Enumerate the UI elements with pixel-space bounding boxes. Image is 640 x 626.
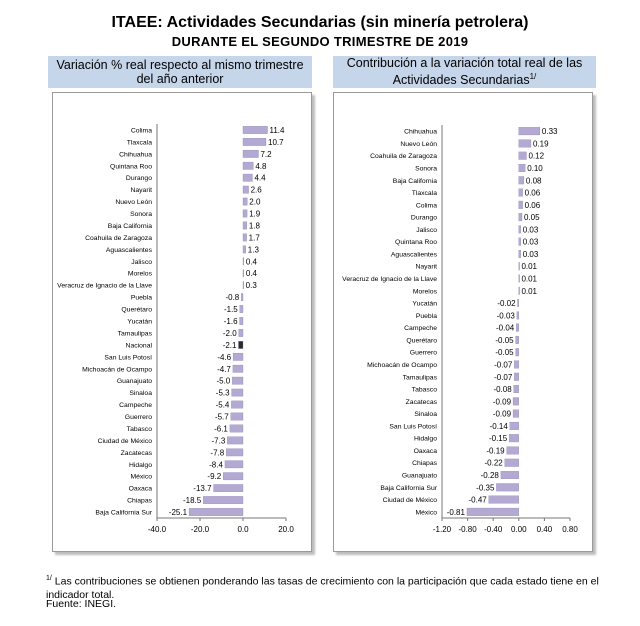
left-x-tick-label: 0.0: [237, 525, 249, 534]
left-category-label: Oaxaca: [128, 485, 152, 493]
left-category-label: Nayarit: [130, 187, 152, 195]
left-category-label: Baja California Sur: [95, 509, 152, 517]
chart-subtitle: DURANTE EL SEGUNDO TRIMESTRE DE 2019: [171, 34, 469, 49]
right-panel-header-label: Contribución a la variación total real de las Actividades Secundarias: [346, 56, 583, 88]
left-bar: [238, 341, 243, 348]
right-bar: [519, 201, 523, 209]
right-bar: [519, 189, 523, 197]
right-bar: [510, 422, 519, 430]
left-bar: [239, 329, 243, 336]
right-category-label: Tlaxcala: [411, 190, 437, 198]
right-category-label: Ciudad de México: [382, 497, 437, 505]
right-bar-chart: [334, 93, 592, 551]
right-bar: [519, 287, 520, 295]
left-category-label: San Luis Potosí: [104, 354, 152, 362]
right-value-label: -0.08: [493, 385, 512, 395]
right-value-label: -0.14: [489, 421, 508, 431]
right-category-label: Yucatán: [412, 300, 437, 308]
left-value-label: -5.7: [214, 412, 229, 422]
right-value-label: -0.05: [495, 335, 514, 345]
right-value-label: 0.06: [524, 188, 541, 198]
left-category-label: Zacatecas: [120, 449, 152, 457]
right-bar: [519, 262, 520, 270]
left-value-label: 4.4: [254, 173, 266, 183]
right-value-label: 0.08: [525, 176, 542, 186]
right-value-label: 0.12: [528, 151, 545, 161]
left-category-label: Chiapas: [127, 497, 152, 505]
right-value-label: -0.28: [480, 471, 499, 481]
right-category-label: Zacatecas: [405, 398, 437, 406]
right-bar: [519, 238, 521, 246]
right-category-label: Colima: [415, 202, 437, 210]
right-panel-header-text: [333, 56, 596, 87]
right-bar: [516, 336, 519, 344]
left-x-tick-label: 20.0: [278, 525, 294, 534]
left-bar: [243, 126, 268, 133]
right-value-label: -0.07: [494, 372, 513, 382]
left-bar: [233, 365, 243, 372]
right-category-label: Querétaro: [406, 337, 437, 345]
left-bar-chart: [53, 93, 311, 551]
right-value-label: -0.04: [496, 323, 515, 333]
left-value-label: -2.0: [222, 328, 237, 338]
right-value-label: -0.05: [495, 348, 514, 358]
left-bar: [230, 425, 243, 432]
right-category-label: Morelos: [412, 288, 437, 296]
left-bar: [243, 162, 253, 169]
right-category-label: Sinaloa: [414, 411, 437, 419]
left-x-tick-label: -40.0: [147, 525, 167, 534]
left-value-label: -6.1: [214, 424, 228, 434]
left-category-label: Jalisco: [131, 258, 152, 266]
right-value-label: 0.03: [522, 225, 539, 235]
left-bar: [231, 401, 243, 408]
right-bar: [518, 299, 519, 307]
right-x-tick-label: 0.80: [562, 525, 578, 534]
footnote-text: Las contribuciones se obtienen ponderando las tasas de crecimiento con la participación que cada estado tiene en el indicador total.: [46, 575, 599, 601]
left-category-label: Tamaulipas: [117, 330, 152, 338]
left-bar: [214, 484, 243, 491]
left-value-label: 10.7: [268, 137, 284, 147]
left-bar: [203, 496, 243, 503]
left-category-label: Guerrero: [124, 414, 152, 422]
left-category-label: Morelos: [127, 270, 152, 278]
right-bar: [514, 373, 518, 381]
right-bar: [519, 176, 524, 184]
left-bar: [243, 270, 244, 277]
right-x-tick-label: 0.40: [536, 525, 553, 534]
right-value-label: 0.01: [521, 274, 538, 284]
right-value-label: 0.03: [522, 249, 539, 259]
right-bar: [514, 361, 518, 369]
right-value-label: -0.07: [494, 360, 513, 370]
right-bar: [489, 496, 519, 504]
left-value-label: -0.8: [225, 293, 240, 303]
left-bar: [240, 305, 243, 312]
right-value-label: -0.02: [497, 299, 516, 309]
footnote: [46, 572, 606, 602]
right-category-label: Oaxaca: [413, 447, 437, 455]
left-category-label: Yucatán: [127, 318, 152, 326]
left-value-label: -4.6: [217, 352, 232, 362]
right-x-tick-label: -1.20: [432, 525, 452, 534]
left-bar: [231, 413, 243, 420]
right-category-label: Durango: [410, 214, 437, 222]
source-note: Fuente: INEGI.: [46, 598, 117, 610]
left-bar: [223, 473, 243, 480]
left-value-label: 4.8: [255, 161, 267, 171]
left-bar: [243, 281, 244, 288]
right-bar: [513, 398, 519, 406]
footnote-marker: 1/: [46, 575, 52, 582]
right-chart-panel: [333, 92, 593, 552]
left-category-label: Quintana Roo: [110, 163, 152, 171]
right-bar: [467, 508, 519, 516]
left-value-label: 1.7: [248, 233, 260, 243]
left-value-label: -9.2: [207, 472, 222, 482]
right-value-label: -0.47: [468, 495, 487, 505]
right-value-label: 0.33: [541, 127, 558, 137]
left-category-label: Veracruz de Ignacio de la Llave: [57, 282, 152, 290]
right-category-label: Sonora: [415, 165, 437, 173]
left-value-label: 2.6: [250, 185, 262, 195]
right-category-label: Coahuila de Zaragoza: [370, 153, 437, 161]
left-bar: [243, 174, 252, 181]
right-value-label: -0.15: [488, 434, 508, 444]
left-panel-header-text: Variación % real respecto al mismo trimestre del año anterior: [56, 58, 304, 86]
right-category-label: Jalisco: [416, 226, 437, 234]
left-category-label: Chihuahua: [119, 151, 152, 159]
right-value-label: 0.19: [532, 139, 549, 149]
right-category-label: Guerrero: [409, 349, 437, 357]
right-x-tick-label: 0.00: [511, 525, 527, 534]
left-category-label: Tabasco: [126, 425, 152, 433]
right-category-label: Baja California: [392, 177, 437, 185]
left-bar: [227, 437, 243, 444]
right-bar: [507, 447, 519, 455]
left-category-label: Puebla: [130, 294, 152, 302]
left-category-label: Sonora: [130, 211, 152, 219]
right-value-label: -0.81: [446, 507, 465, 517]
right-value-label: -0.03: [496, 311, 515, 321]
left-value-label: -5.3: [215, 388, 230, 398]
left-bar: [243, 150, 258, 157]
right-panel-header: [333, 56, 596, 88]
right-category-label: México: [415, 509, 437, 517]
left-bar: [225, 461, 243, 468]
left-value-label: -25.1: [168, 508, 188, 518]
left-bar: [189, 508, 243, 515]
left-bar: [243, 222, 247, 229]
left-chart-panel: [52, 92, 312, 552]
right-x-tick-label: -0.80: [458, 525, 477, 534]
left-category-label: Colima: [130, 127, 152, 135]
left-panel-header: [48, 56, 312, 88]
right-value-label: 0.06: [524, 200, 541, 210]
left-value-label: -5.4: [215, 400, 230, 410]
left-value-label: 0.4: [245, 257, 257, 267]
right-category-label: Nuevo León: [400, 140, 437, 148]
right-value-label: 0.01: [521, 286, 538, 296]
left-value-label: -13.7: [193, 484, 212, 494]
right-x-tick-label: -0.40: [484, 525, 503, 534]
left-category-label: Durango: [125, 175, 152, 183]
left-category-label: Guanajuato: [116, 378, 152, 386]
right-bar: [513, 410, 519, 418]
left-bar: [243, 210, 247, 217]
right-value-label: 0.03: [522, 237, 539, 247]
right-bar: [496, 483, 518, 491]
right-category-label: Tabasco: [411, 386, 437, 394]
right-bar: [516, 324, 519, 332]
chart-title: ITAEE: Actividades Secundarias (sin minería petrolera): [111, 14, 529, 31]
left-value-label: -2.1: [222, 340, 237, 350]
right-value-label: -0.22: [484, 458, 503, 468]
right-bar: [516, 348, 519, 356]
right-value-label: -0.35: [476, 483, 495, 493]
right-bar: [519, 226, 521, 234]
right-value-label: -0.09: [492, 409, 512, 419]
right-bar: [509, 434, 519, 442]
right-value-label: -0.09: [492, 397, 512, 407]
left-category-label: Aguascalientes: [105, 246, 152, 254]
left-bar: [243, 186, 249, 193]
left-bar: [232, 389, 243, 396]
left-bar: [232, 377, 243, 384]
left-x-tick-label: -20.0: [190, 525, 210, 534]
left-value-label: 1.3: [247, 245, 259, 255]
right-category-label: San Luis Potosí: [389, 423, 437, 431]
right-category-label: Veracruz de Ignacio de la Llave: [342, 276, 437, 284]
right-bar: [519, 140, 531, 148]
left-category-label: Sinaloa: [129, 390, 152, 398]
right-category-label: Baja California Sur: [380, 484, 437, 492]
right-category-label: Guanajuato: [401, 472, 437, 480]
left-bar: [241, 293, 243, 300]
right-category-label: Chihuahua: [404, 128, 437, 136]
right-category-label: Campeche: [404, 325, 437, 333]
right-bar: [519, 250, 521, 258]
left-value-label: -18.5: [182, 496, 202, 506]
right-bar: [519, 213, 522, 221]
right-bar: [505, 459, 519, 467]
left-value-label: -7.3: [211, 436, 226, 446]
right-bar: [517, 312, 519, 320]
left-value-label: -1.5: [223, 305, 238, 315]
right-value-label: 0.05: [524, 213, 540, 223]
left-category-label: Michoacán de Ocampo: [82, 366, 152, 374]
right-bar: [501, 471, 519, 479]
left-category-label: Querétaro: [121, 306, 152, 314]
left-category-label: Coahuila de Zaragoza: [85, 234, 152, 242]
left-bar: [243, 234, 247, 241]
right-category-label: Hidalgo: [413, 435, 437, 443]
left-value-label: -8.4: [209, 460, 223, 470]
left-category-label: Campeche: [119, 402, 152, 410]
right-category-label: Tamaulipas: [402, 374, 437, 382]
right-category-label: Chiapas: [412, 460, 437, 468]
left-category-label: Nacional: [125, 342, 152, 350]
left-bar: [243, 198, 247, 205]
right-bar: [519, 275, 520, 283]
left-bar: [243, 258, 244, 265]
left-bar: [226, 449, 243, 456]
left-category-label: Hidalgo: [128, 461, 152, 469]
left-value-label: 11.4: [269, 125, 285, 135]
right-bar: [519, 164, 525, 172]
left-value-label: 1.8: [248, 221, 260, 231]
left-value-label: -7.8: [210, 448, 225, 458]
right-category-label: Nayarit: [415, 263, 437, 271]
right-value-label: 0.01: [521, 262, 538, 272]
left-category-label: Ciudad de México: [97, 437, 152, 445]
left-bar: [243, 246, 246, 253]
right-category-label: Aguascalientes: [390, 251, 437, 259]
right-category-label: Puebla: [415, 312, 437, 320]
left-value-label: -1.6: [223, 317, 238, 326]
left-value-label: 0.3: [245, 281, 257, 291]
left-value-label: 2.0: [249, 197, 261, 207]
left-value-label: 7.2: [260, 149, 272, 159]
left-value-label: -5.0: [216, 376, 231, 386]
right-category-label: Michoacán de Ocampo: [367, 361, 437, 369]
left-category-label: Nuevo León: [115, 199, 152, 207]
right-panel-header-footnote-marker: 1/: [529, 72, 537, 82]
left-bar: [233, 353, 243, 360]
left-value-label: 1.9: [249, 209, 261, 219]
right-bar: [519, 127, 540, 135]
left-category-label: México: [130, 473, 152, 481]
right-bar: [519, 152, 527, 160]
left-category-label: Tlaxcala: [126, 139, 152, 147]
right-bar: [514, 385, 519, 393]
left-bar: [243, 138, 266, 145]
left-value-label: 0.4: [245, 269, 257, 279]
left-category-label: Baja California: [107, 222, 152, 230]
left-value-label: -4.7: [217, 364, 231, 374]
left-bar: [240, 317, 243, 324]
right-value-label: -0.19: [486, 446, 505, 456]
right-category-label: Quintana Roo: [395, 239, 437, 247]
right-value-label: 0.10: [527, 163, 543, 173]
